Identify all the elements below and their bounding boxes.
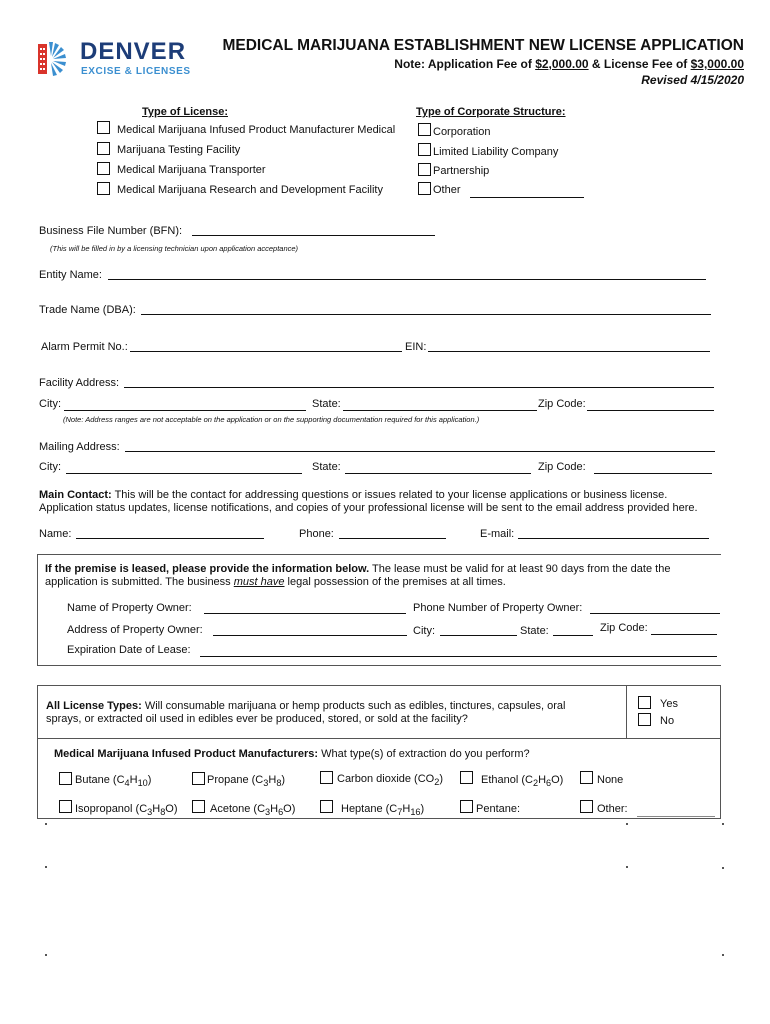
license-type-checkbox-research[interactable] bbox=[97, 182, 110, 195]
lease-description bbox=[45, 563, 715, 589]
extraction-question bbox=[54, 748, 530, 760]
license-type-label-testing: Marijuana Testing Facility bbox=[117, 144, 241, 156]
consumables-divider bbox=[626, 685, 627, 738]
main-contact-text2: Application status updates, license notifications, and copies of your professional license will be sent to the email address provided here. bbox=[39, 502, 698, 514]
mailing-address-label: Mailing Address: bbox=[39, 441, 120, 453]
entity-name-field[interactable] bbox=[108, 279, 706, 280]
bfn-label: Business File Number (BFN): bbox=[39, 225, 183, 237]
extraction-label-propane: Propane $(C_3H_8)$ bbox=[207, 774, 286, 789]
contact-email-label: E-mail: bbox=[480, 528, 515, 540]
owner-address-label: Address of Property Owner: bbox=[67, 624, 203, 636]
facility-zip-field[interactable] bbox=[587, 410, 714, 411]
scan-mark bbox=[45, 823, 47, 825]
owner-state-label: State: bbox=[520, 625, 549, 637]
corp-other-field[interactable] bbox=[470, 197, 584, 198]
license-type-label-research: Medical Marijuana Research and Development Facility bbox=[117, 184, 383, 196]
scan-mark bbox=[45, 954, 47, 956]
logo-subtitle: EXCISE & LICENSES bbox=[81, 66, 191, 77]
license-type-checkbox-infused[interactable] bbox=[97, 121, 110, 134]
main-contact-heading: Main Contact: bbox=[39, 489, 112, 501]
mailing-address-field[interactable] bbox=[125, 451, 715, 452]
license-type-label-infused: Medical Marijuana Infused Product Manufacturer Medical bbox=[117, 124, 396, 136]
extraction-checkbox-isopropanol[interactable] bbox=[59, 800, 72, 813]
denver-sun-logo-icon bbox=[38, 40, 68, 78]
owner-name-label: Name of Property Owner: bbox=[67, 602, 192, 614]
corp-checkbox-llc[interactable] bbox=[418, 143, 431, 156]
consumables-text1: Will consumable marijuana or hemp products such as edibles, tinctures, capsules, oral bbox=[141, 700, 566, 712]
scan-mark bbox=[45, 866, 47, 868]
corp-label-partnership: Partnership bbox=[433, 165, 490, 177]
lease-text2b: legal possession of the premises at all times. bbox=[284, 576, 506, 588]
consumables-yes-checkbox[interactable] bbox=[638, 696, 651, 709]
mailing-zip-label: Zip Code: bbox=[538, 461, 586, 473]
lease-heading: If the premise is leased, please provide the information below. bbox=[45, 563, 370, 575]
extraction-label-isopropanol: Isopropanol $(C_3H_8O)$ bbox=[75, 803, 178, 818]
bfn-field[interactable] bbox=[192, 235, 435, 236]
ein-field[interactable] bbox=[428, 351, 710, 352]
owner-city-label: City: bbox=[413, 625, 435, 637]
extraction-checkbox-none[interactable] bbox=[580, 771, 593, 784]
contact-email-field[interactable] bbox=[518, 538, 709, 539]
scan-mark bbox=[722, 867, 724, 869]
extraction-label-none: None bbox=[597, 774, 624, 786]
mailing-city-field[interactable] bbox=[66, 473, 302, 474]
owner-zip-field[interactable] bbox=[651, 634, 717, 635]
lease-must-have: must have bbox=[233, 576, 285, 588]
license-type-checkbox-testing[interactable] bbox=[97, 142, 110, 155]
lease-expiration-field[interactable] bbox=[200, 656, 717, 657]
owner-city-field[interactable] bbox=[440, 635, 517, 636]
alarm-permit-field[interactable] bbox=[130, 351, 402, 352]
entity-name-label: Entity Name: bbox=[39, 269, 102, 281]
extraction-checkbox-acetone[interactable] bbox=[192, 800, 205, 813]
extraction-checkbox-co2[interactable] bbox=[320, 771, 333, 784]
facility-state-label: State: bbox=[312, 398, 341, 410]
owner-phone-field[interactable] bbox=[590, 613, 720, 614]
alarm-permit-label: Alarm Permit No.: bbox=[41, 341, 128, 353]
logo-wordmark: DENVER bbox=[80, 38, 187, 65]
owner-address-field[interactable] bbox=[213, 635, 407, 636]
facility-state-field[interactable] bbox=[343, 410, 537, 411]
corp-label-other: Other bbox=[433, 184, 461, 196]
extraction-label-heptane: Heptane $(C_7H_{16})$ bbox=[341, 803, 425, 818]
extraction-question-text: What type(s) of extraction do you perform? bbox=[318, 748, 530, 760]
extraction-label-pentane: Pentane: bbox=[476, 803, 521, 815]
consumables-question bbox=[46, 700, 626, 726]
owner-phone-label: Phone Number of Property Owner: bbox=[413, 602, 583, 614]
license-type-heading: Type of License: bbox=[142, 106, 228, 118]
extraction-label-ethanol: Ethanol $(C_2H_6O)$ bbox=[481, 774, 564, 789]
extraction-checkbox-propane[interactable] bbox=[192, 772, 205, 785]
extraction-label-co2: Carbon dioxide $(CO_2)$ bbox=[337, 773, 443, 788]
extraction-checkbox-pentane[interactable] bbox=[460, 800, 473, 813]
license-type-checkbox-transporter[interactable] bbox=[97, 162, 110, 175]
license-type-label-transporter: Medical Marijuana Transporter bbox=[117, 164, 266, 176]
consumables-no-label: No bbox=[660, 715, 675, 727]
fee-note bbox=[394, 57, 744, 71]
mailing-state-field[interactable] bbox=[345, 473, 531, 474]
lease-text2a: application is submitted. The business bbox=[45, 576, 234, 588]
extraction-checkbox-ethanol[interactable] bbox=[460, 771, 473, 784]
lease-expiration-label: Expiration Date of Lease: bbox=[67, 644, 191, 656]
contact-name-field[interactable] bbox=[76, 538, 264, 539]
page-title: MEDICAL MARIJUANA ESTABLISHMENT NEW LICENSE APPLICATION bbox=[222, 37, 744, 54]
extraction-other-field[interactable] bbox=[637, 816, 715, 817]
corp-checkbox-corporation[interactable] bbox=[418, 123, 431, 136]
lease-text1: The lease must be valid for at least 90 days from the date the bbox=[369, 563, 671, 575]
owner-zip-label: Zip Code: bbox=[600, 622, 648, 634]
lease-box-bottom bbox=[37, 665, 721, 666]
facility-address-field[interactable] bbox=[124, 387, 714, 388]
extraction-label-acetone: Acetone $(C_3H_6O)$ bbox=[210, 803, 296, 818]
facility-zip-label: Zip Code: bbox=[538, 398, 586, 410]
extraction-checkbox-other[interactable] bbox=[580, 800, 593, 813]
contact-phone-field[interactable] bbox=[339, 538, 446, 539]
lease-box-left bbox=[37, 554, 38, 665]
extraction-label-other: Other: bbox=[597, 803, 628, 815]
mailing-state-label: State: bbox=[312, 461, 341, 473]
mailing-zip-field[interactable] bbox=[594, 473, 712, 474]
consumables-yes-label: Yes bbox=[660, 698, 678, 710]
ein-label: EIN: bbox=[405, 341, 427, 353]
mailing-city-label: City: bbox=[39, 461, 61, 473]
extraction-top-divider bbox=[37, 738, 721, 739]
bfn-note: (This will be filled in by a licensing technician upon application acceptance) bbox=[50, 244, 299, 253]
corp-label-corporation: Corporation bbox=[433, 126, 491, 138]
revised-date: Revised 4/15/2020 bbox=[641, 73, 744, 87]
fee-note-mid: & License Fee of bbox=[588, 57, 691, 71]
extraction-heading: Medical Marijuana Infused Product Manufacturers: bbox=[54, 748, 319, 760]
contact-name-label: Name: bbox=[39, 528, 72, 540]
consumables-text2: sprays, or extracted oil used in edibles ever be produced, stored, or sold at the facility? bbox=[46, 713, 468, 725]
corp-checkbox-partnership[interactable] bbox=[418, 163, 431, 176]
consumables-heading: All License Types: bbox=[46, 700, 142, 712]
scan-mark bbox=[722, 954, 724, 956]
owner-name-field[interactable] bbox=[204, 613, 406, 614]
scan-mark bbox=[626, 866, 628, 868]
extraction-checkbox-heptane[interactable] bbox=[320, 800, 333, 813]
facility-city-label: City: bbox=[39, 398, 61, 410]
license-fee: $3,000.00 bbox=[690, 57, 744, 71]
facility-address-note: (Note: Address ranges are not acceptable on the application or on the supporting documentation required for this application.) bbox=[63, 415, 480, 424]
corporate-structure-heading: Type of Corporate Structure: bbox=[416, 106, 566, 118]
fee-note-prefix: Note: Application Fee of bbox=[394, 57, 536, 71]
extraction-checkbox-butane[interactable] bbox=[59, 772, 72, 785]
lease-box-top bbox=[37, 554, 721, 555]
facility-city-field[interactable] bbox=[64, 410, 306, 411]
trade-name-label: Trade Name (DBA): bbox=[39, 304, 136, 316]
main-contact-description bbox=[39, 489, 739, 515]
contact-phone-label: Phone: bbox=[299, 528, 334, 540]
owner-state-field[interactable] bbox=[553, 635, 593, 636]
application-fee: $2,000.00 bbox=[535, 57, 589, 71]
corp-checkbox-other[interactable] bbox=[418, 182, 431, 195]
scan-mark bbox=[722, 823, 724, 825]
main-contact-text1: This will be the contact for addressing questions or issues related to your license applications or business license. bbox=[111, 489, 668, 501]
consumables-no-checkbox[interactable] bbox=[638, 713, 651, 726]
facility-address-label: Facility Address: bbox=[39, 377, 120, 389]
corp-label-llc: Limited Liability Company bbox=[433, 146, 559, 158]
extraction-label-butane: Butane $(C_4H_{10})$ bbox=[75, 774, 152, 789]
scan-mark bbox=[626, 823, 628, 825]
trade-name-field[interactable] bbox=[141, 314, 711, 315]
